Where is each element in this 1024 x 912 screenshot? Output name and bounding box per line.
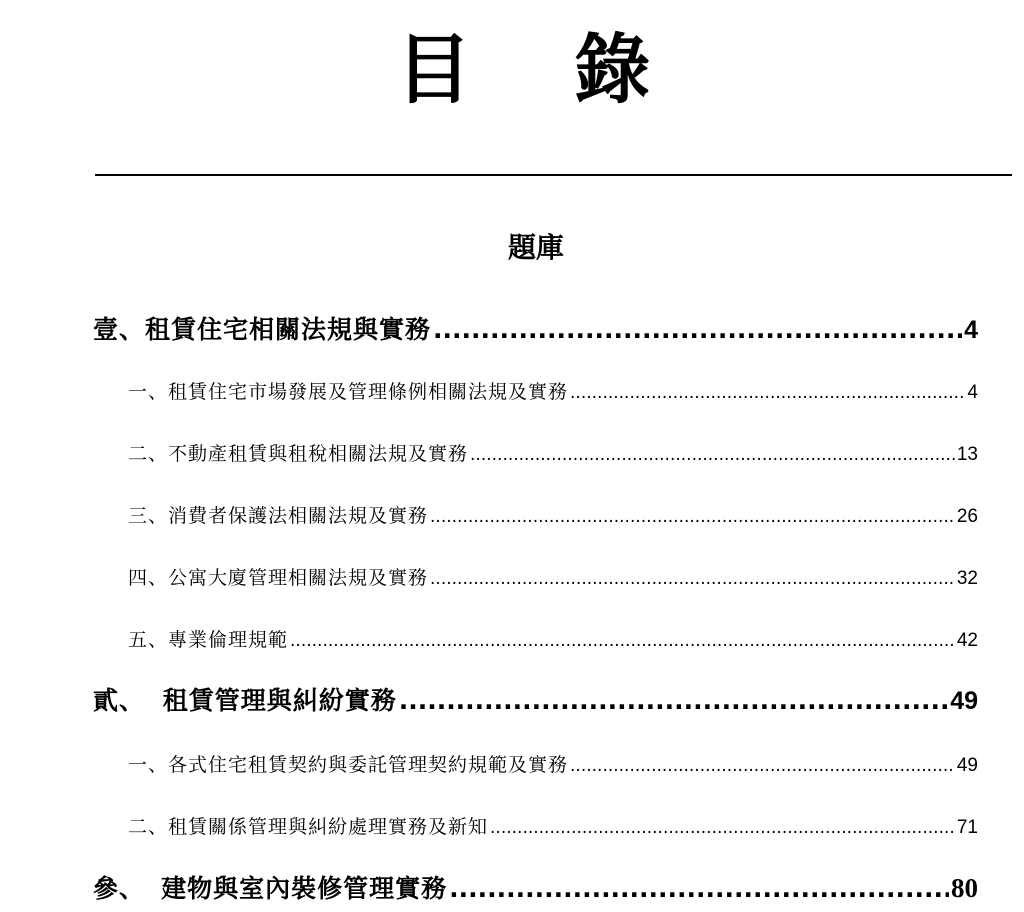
toc-entry-1-3[interactable] (128, 501, 978, 531)
toc-page-number: 71 (956, 817, 978, 838)
toc-entry-label: 一、租賃住宅市場發展及管理條例相關法規及實務 (128, 381, 569, 403)
toc-page-number: 49 (950, 687, 978, 715)
toc-page-number: 49 (956, 755, 978, 776)
dot-leader (290, 626, 955, 655)
toc-page-number: 42 (956, 630, 978, 651)
dot-leader (570, 378, 965, 407)
toc-entry-label: 壹、租賃住宅相關法規與實務 (93, 315, 432, 344)
toc-entry-label: 租賃管理與糾紛實務 (162, 686, 397, 715)
dot-leader (570, 751, 955, 780)
toc-page-number: 26 (956, 506, 978, 527)
dot-leader (470, 440, 955, 469)
toc-entry-2-2[interactable] (128, 812, 978, 842)
toc-page-number: 4 (964, 316, 978, 344)
title-divider (95, 174, 1012, 176)
toc-page-number: 32 (956, 568, 978, 589)
toc-entry-part-3[interactable] (93, 870, 978, 906)
toc-entry-prefix: 參、 (93, 874, 146, 903)
toc-entry-prefix: 貳、 (93, 686, 146, 715)
dot-leader (449, 871, 949, 906)
toc-entry-1-5[interactable] (128, 625, 978, 655)
toc-page-number: 13 (956, 444, 978, 465)
toc-entry-label: 四、公寓大廈管理相關法規及實務 (128, 567, 429, 589)
toc-entry-1-1[interactable] (128, 377, 978, 407)
toc-entry-label: 二、不動產租賃與租稅相關法規及實務 (128, 443, 469, 465)
toc-entry-part-2[interactable] (93, 683, 978, 719)
dot-leader (433, 312, 962, 348)
toc-entry-label: 建物與室內裝修管理實務 (161, 874, 448, 903)
toc-entry-label: 二、租賃關係管理與糾紛處理實務及新知 (128, 816, 489, 838)
dot-leader (399, 683, 948, 719)
toc-entry-label: 三、消費者保護法相關法規及實務 (128, 505, 429, 527)
dot-leader (430, 564, 955, 593)
toc-entry-part-1[interactable] (93, 312, 978, 348)
dot-leader (490, 813, 955, 842)
dot-leader (430, 502, 955, 531)
toc-entry-1-2[interactable] (128, 439, 978, 469)
toc-page-number: 80 (951, 873, 978, 903)
toc-entry-label: 五、專業倫理規範 (128, 629, 289, 651)
toc-page-number: 4 (967, 382, 978, 403)
toc-entry-2-1[interactable] (128, 750, 978, 780)
toc-entry-label: 一、各式住宅租賃契約與委託管理契約規範及實務 (128, 754, 569, 776)
page-title: 目 錄 (395, 25, 689, 114)
section-heading: 題庫 (507, 231, 564, 264)
toc-entry-1-4[interactable] (128, 563, 978, 593)
